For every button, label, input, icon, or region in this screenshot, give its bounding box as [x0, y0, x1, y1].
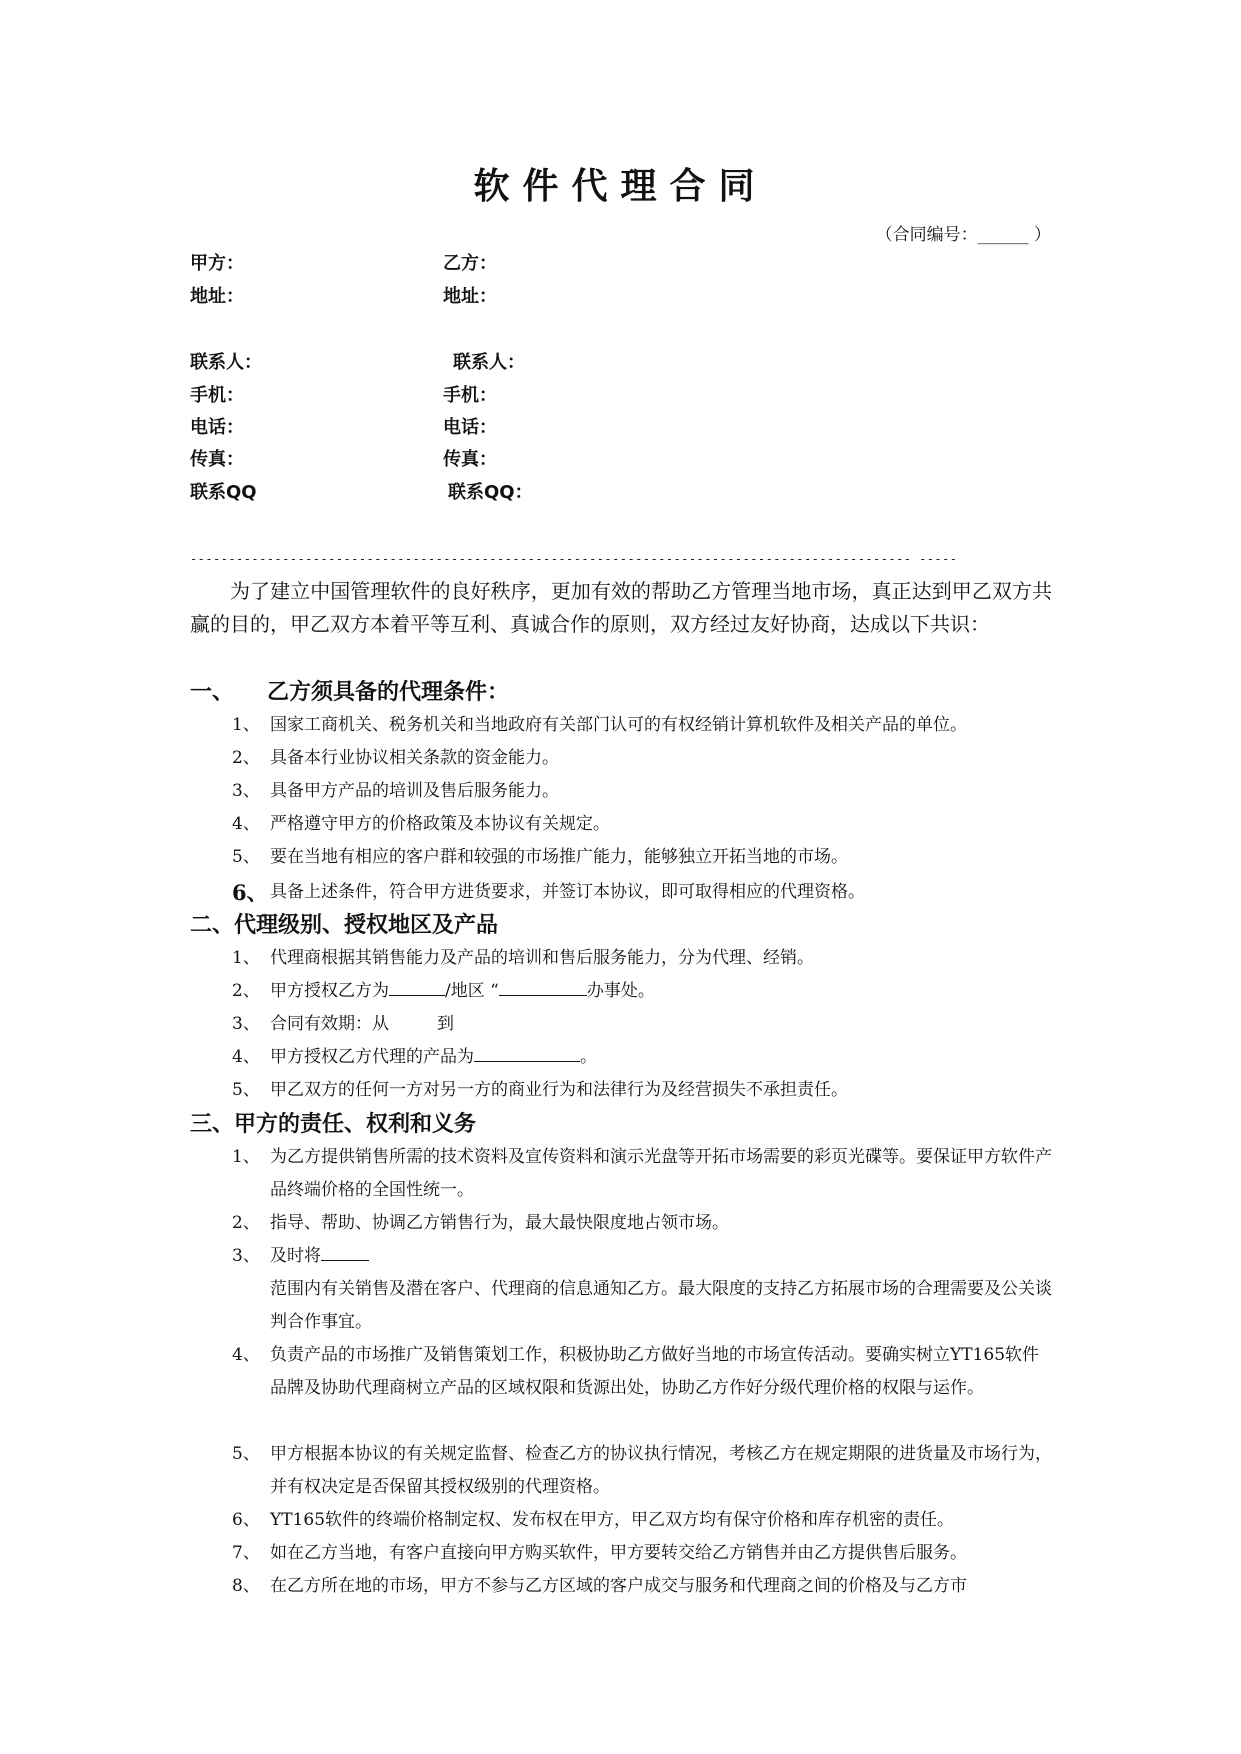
item-text: 甲乙双方的任何一方对另一方的商业行为和法律行为及经营损失不承担责任。: [270, 1080, 848, 1100]
section-3-item: [232, 1207, 1052, 1240]
item-text: 在乙方所在地的市场，甲方不参与乙方区域的客户成交与服务和代理商之间的价格及与乙方市: [270, 1576, 967, 1596]
item-text: 到: [437, 1014, 454, 1034]
party-b-phone: 电话：: [443, 417, 497, 438]
section-3-item: [232, 1240, 1052, 1339]
party-b-mobile: 手机：: [443, 385, 497, 406]
item-number: 3、: [232, 1014, 260, 1034]
section-3-item: [232, 1141, 1052, 1207]
section-3-item: [232, 1339, 1052, 1405]
item-number: 4、: [232, 1345, 260, 1365]
section-2-heading: 二、代理级别、授权地区及产品: [190, 913, 499, 938]
section-2-item: [232, 1008, 1052, 1041]
item-number: 4、: [232, 1047, 260, 1067]
item-number: 5、: [232, 1444, 260, 1464]
party-b-name: 乙方：: [443, 253, 497, 274]
intro-paragraph: 为了建立中国管理软件的良好秩序，更加有效的帮助乙方管理当地市场，真正达到甲乙双方共赢的目的，甲乙双方本着平等互利、真诚合作的原则，双方经过友好协商，达成以下共识：: [190, 579, 1052, 636]
item-text: 负责产品的市场推广及销售策划工作，积极协助乙方做好当地的市场宣传活动。要确实树立YT165软件品牌及协助代理商树立产品的区域权限和货源出处，协助乙方作好分级代理价格的权限与运作。: [270, 1345, 1040, 1398]
item-number: 7、: [232, 1543, 260, 1563]
item-text: YT165软件的终端价格制定权、发布权在甲方，甲乙双方均有保守价格和库存机密的责任。: [270, 1510, 955, 1530]
item-number: 1、: [232, 1147, 260, 1167]
item-text: 甲方根据本协议的有关规定监督、检查乙方的协议执行情况，考核乙方在规定期限的进货量及市场行为，并有权决定是否保留其授权级别的代理资格。: [270, 1444, 1052, 1497]
section-2-item: [232, 975, 1052, 1008]
item-number: 4、: [232, 814, 260, 834]
item-text: 具备上述条件，符合甲方进货要求，并签订本协议，即可取得相应的代理资格。: [270, 882, 865, 902]
fill-in-blank: [321, 1244, 369, 1261]
item-number: 1、: [232, 715, 260, 735]
item-number: 1、: [232, 948, 260, 968]
party-a-qq: 联系QQ: [190, 482, 257, 503]
item-text: 合同有效期：从: [270, 1014, 389, 1034]
item-text: 为乙方提供销售所需的技术资料及宣传资料和演示光盘等开拓市场需要的彩页光碟等。要保证甲方软件产品终端价格的全国性统一。: [270, 1147, 1052, 1200]
item-number: 2、: [232, 1213, 260, 1233]
fill-in-blank: [474, 1045, 580, 1062]
party-b-address: 地址：: [443, 286, 497, 307]
section-1-item: [232, 709, 1052, 742]
item-number: 3、: [232, 1246, 260, 1266]
item-text: 严格遵守甲方的价格政策及本协议有关规定。: [270, 814, 610, 834]
item-text: 具备本行业协议相关条款的资金能力。: [270, 748, 559, 768]
party-a-phone: 电话：: [190, 417, 244, 438]
item-number: 6、: [232, 880, 268, 905]
item-text: 及时将: [270, 1246, 321, 1266]
section-1-heading: 一、 乙方须具备的代理条件：: [190, 680, 510, 705]
item-text: 范围内有关销售及潜在客户、代理商的信息通知乙方。最大限度的支持乙方拓展市场的合理需要及公关谈判合作事宜。: [270, 1279, 1052, 1332]
divider-line: ---------------------------------------------------------------------------------------------- -----: [190, 552, 958, 566]
item-number: 8、: [232, 1576, 260, 1596]
party-a-contact: 联系人：: [190, 352, 262, 373]
party-a-address: 地址：: [190, 286, 244, 307]
item-number: 2、: [232, 748, 260, 768]
item-text: 国家工商机关、税务机关和当地政府有关部门认可的有权经销计算机软件及相关产品的单位。: [270, 715, 967, 735]
section-3-item: [232, 1438, 1052, 1504]
item-number: 5、: [232, 1080, 260, 1100]
party-b-fax: 传真：: [443, 449, 497, 470]
section-3-heading: 三、甲方的责任、权利和义务: [190, 1112, 477, 1137]
item-text: 如在乙方当地，有客户直接向甲方购买软件，甲方要转交给乙方销售并由乙方提供售后服务。: [270, 1543, 967, 1563]
section-2-item: [232, 1041, 1052, 1074]
item-text: 要在当地有相应的客户群和较强的市场推广能力，能够独立开拓当地的市场。: [270, 847, 848, 867]
item-text: 甲方授权乙方代理的产品为: [270, 1047, 474, 1067]
party-b-qq: 联系QQ：: [448, 482, 533, 503]
item-text: 具备甲方产品的培训及售后服务能力。: [270, 781, 559, 801]
party-b-contact: 联系人：: [453, 352, 525, 373]
party-a-name: 甲方：: [190, 253, 244, 274]
item-text: 。: [580, 1047, 597, 1067]
item-number: 3、: [232, 781, 260, 801]
item-text: /地区 “: [445, 981, 499, 1001]
document-title: 软件代理合同: [473, 166, 768, 207]
section-3-item: [232, 1570, 1052, 1603]
item-text: 甲方授权乙方为: [270, 981, 389, 1001]
item-text: 代理商根据其销售能力及产品的培训和售后服务能力，分为代理、经销。: [270, 948, 814, 968]
party-a-mobile: 手机：: [190, 385, 244, 406]
section-1-item: [232, 808, 1052, 841]
item-number: 5、: [232, 847, 260, 867]
fill-in-blank: [499, 979, 587, 996]
section-2-item: [232, 942, 1052, 975]
section-1-item: [232, 841, 1052, 874]
item-text: 办事处。: [586, 981, 655, 1001]
section-3-item: [232, 1504, 1052, 1537]
fill-in-blank: [389, 979, 445, 996]
section-1-item: [232, 742, 1052, 775]
contract-number: （合同编号：______ ）: [875, 225, 1051, 245]
item-number: 6、: [232, 1510, 260, 1530]
item-number: 2、: [232, 981, 260, 1001]
section-2-item: [232, 1074, 1052, 1107]
section-1-item: [232, 775, 1052, 808]
section-1-item: [232, 876, 1052, 909]
item-text: 指导、帮助、协调乙方销售行为，最大最快限度地占领市场。: [270, 1213, 729, 1233]
section-3-item: [232, 1537, 1052, 1570]
party-a-fax: 传真：: [190, 449, 244, 470]
